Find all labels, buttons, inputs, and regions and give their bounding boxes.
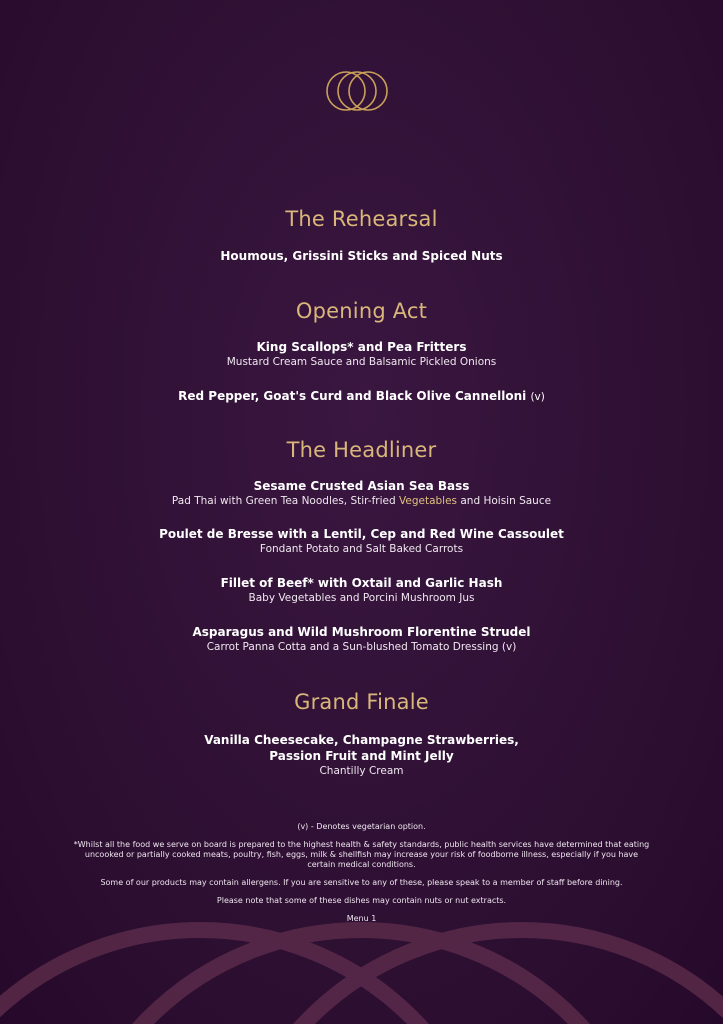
dish-cannelloni	[0, 388, 723, 405]
dish-name: Houmous, Grissini Sticks and Spiced Nuts	[220, 249, 503, 263]
section-title-opening-act: Opening Act	[295, 299, 428, 323]
dish-name: King Scallops* and Pea Fritters	[256, 340, 467, 354]
dish-description: Baby Vegetables and Porcini Mushroom Jus	[248, 592, 475, 604]
dish-description: Chantilly Cream	[319, 765, 404, 777]
allergen-note: Some of our products may contain allergens. If you are sensitive to any of these, please speak to a member of staff before dining.	[100, 878, 623, 887]
dish-name: Red Pepper, Goat's Curd and Black Olive Cannelloni	[178, 389, 527, 403]
nuts-note: Please note that some of these dishes may contain nuts or nut extracts.	[216, 896, 507, 905]
section-title-grand-finale: Grand Finale	[294, 690, 429, 714]
dish-name: Poulet de Bresse with a Lentil, Cep and Red Wine Cassoulet	[159, 527, 564, 541]
dish-description-highlight: Vegetables	[399, 495, 458, 507]
dish-name: Asparagus and Wild Mushroom Florentine Strudel	[192, 625, 531, 639]
dish-name-line-1: Vanilla Cheesecake, Champagne Strawberries,	[204, 733, 519, 747]
dish-name: Fillet of Beef* with Oxtail and Garlic Hash	[220, 576, 503, 590]
dish-name-line-2: Passion Fruit and Mint Jelly	[269, 749, 454, 763]
dish-description: Fondant Potato and Salt Baked Carrots	[259, 543, 464, 555]
dish-sea-bass	[0, 478, 723, 509]
section-title-rehearsal: The Rehearsal	[285, 207, 438, 231]
dish-description: Mustard Cream Sauce and Balsamic Pickled Onions	[226, 356, 497, 368]
interlocking-rings-logo-icon	[324, 66, 390, 116]
menu-number: Menu 1	[346, 914, 377, 923]
dish-name: Sesame Crusted Asian Sea Bass	[253, 479, 470, 493]
vegetarian-marker: (v)	[530, 391, 545, 403]
dish-king-scallops	[0, 339, 723, 370]
dish-fillet-of-beef	[0, 575, 723, 606]
health-note: *Whilst all the food we serve on board is prepared to the highest health & safety standards, public health services have determined that eating uncooked or partially cooked meats, poultry, fish, eggs, milk & shellfish may increase your risk of foodborne illness, especially if you have certain medical conditions.	[73, 840, 650, 869]
vegetarian-note: (v) - Denotes vegetarian option.	[297, 822, 426, 831]
dish-cheesecake	[0, 732, 723, 779]
dish-description: Carrot Panna Cotta and a Sun-blushed Tomato Dressing (v)	[206, 641, 517, 653]
dish-description-part: and Hoisin Sauce	[457, 495, 552, 507]
dish-strudel	[0, 624, 723, 655]
dish-poulet-de-bresse	[0, 526, 723, 557]
dish-houmous	[0, 248, 723, 264]
dish-description-part: Pad Thai with Green Tea Noodles, Stir-fried	[171, 495, 399, 507]
dish-description	[0, 494, 723, 509]
decorative-rings-icon	[0, 900, 723, 1024]
section-title-headliner: The Headliner	[286, 438, 437, 462]
